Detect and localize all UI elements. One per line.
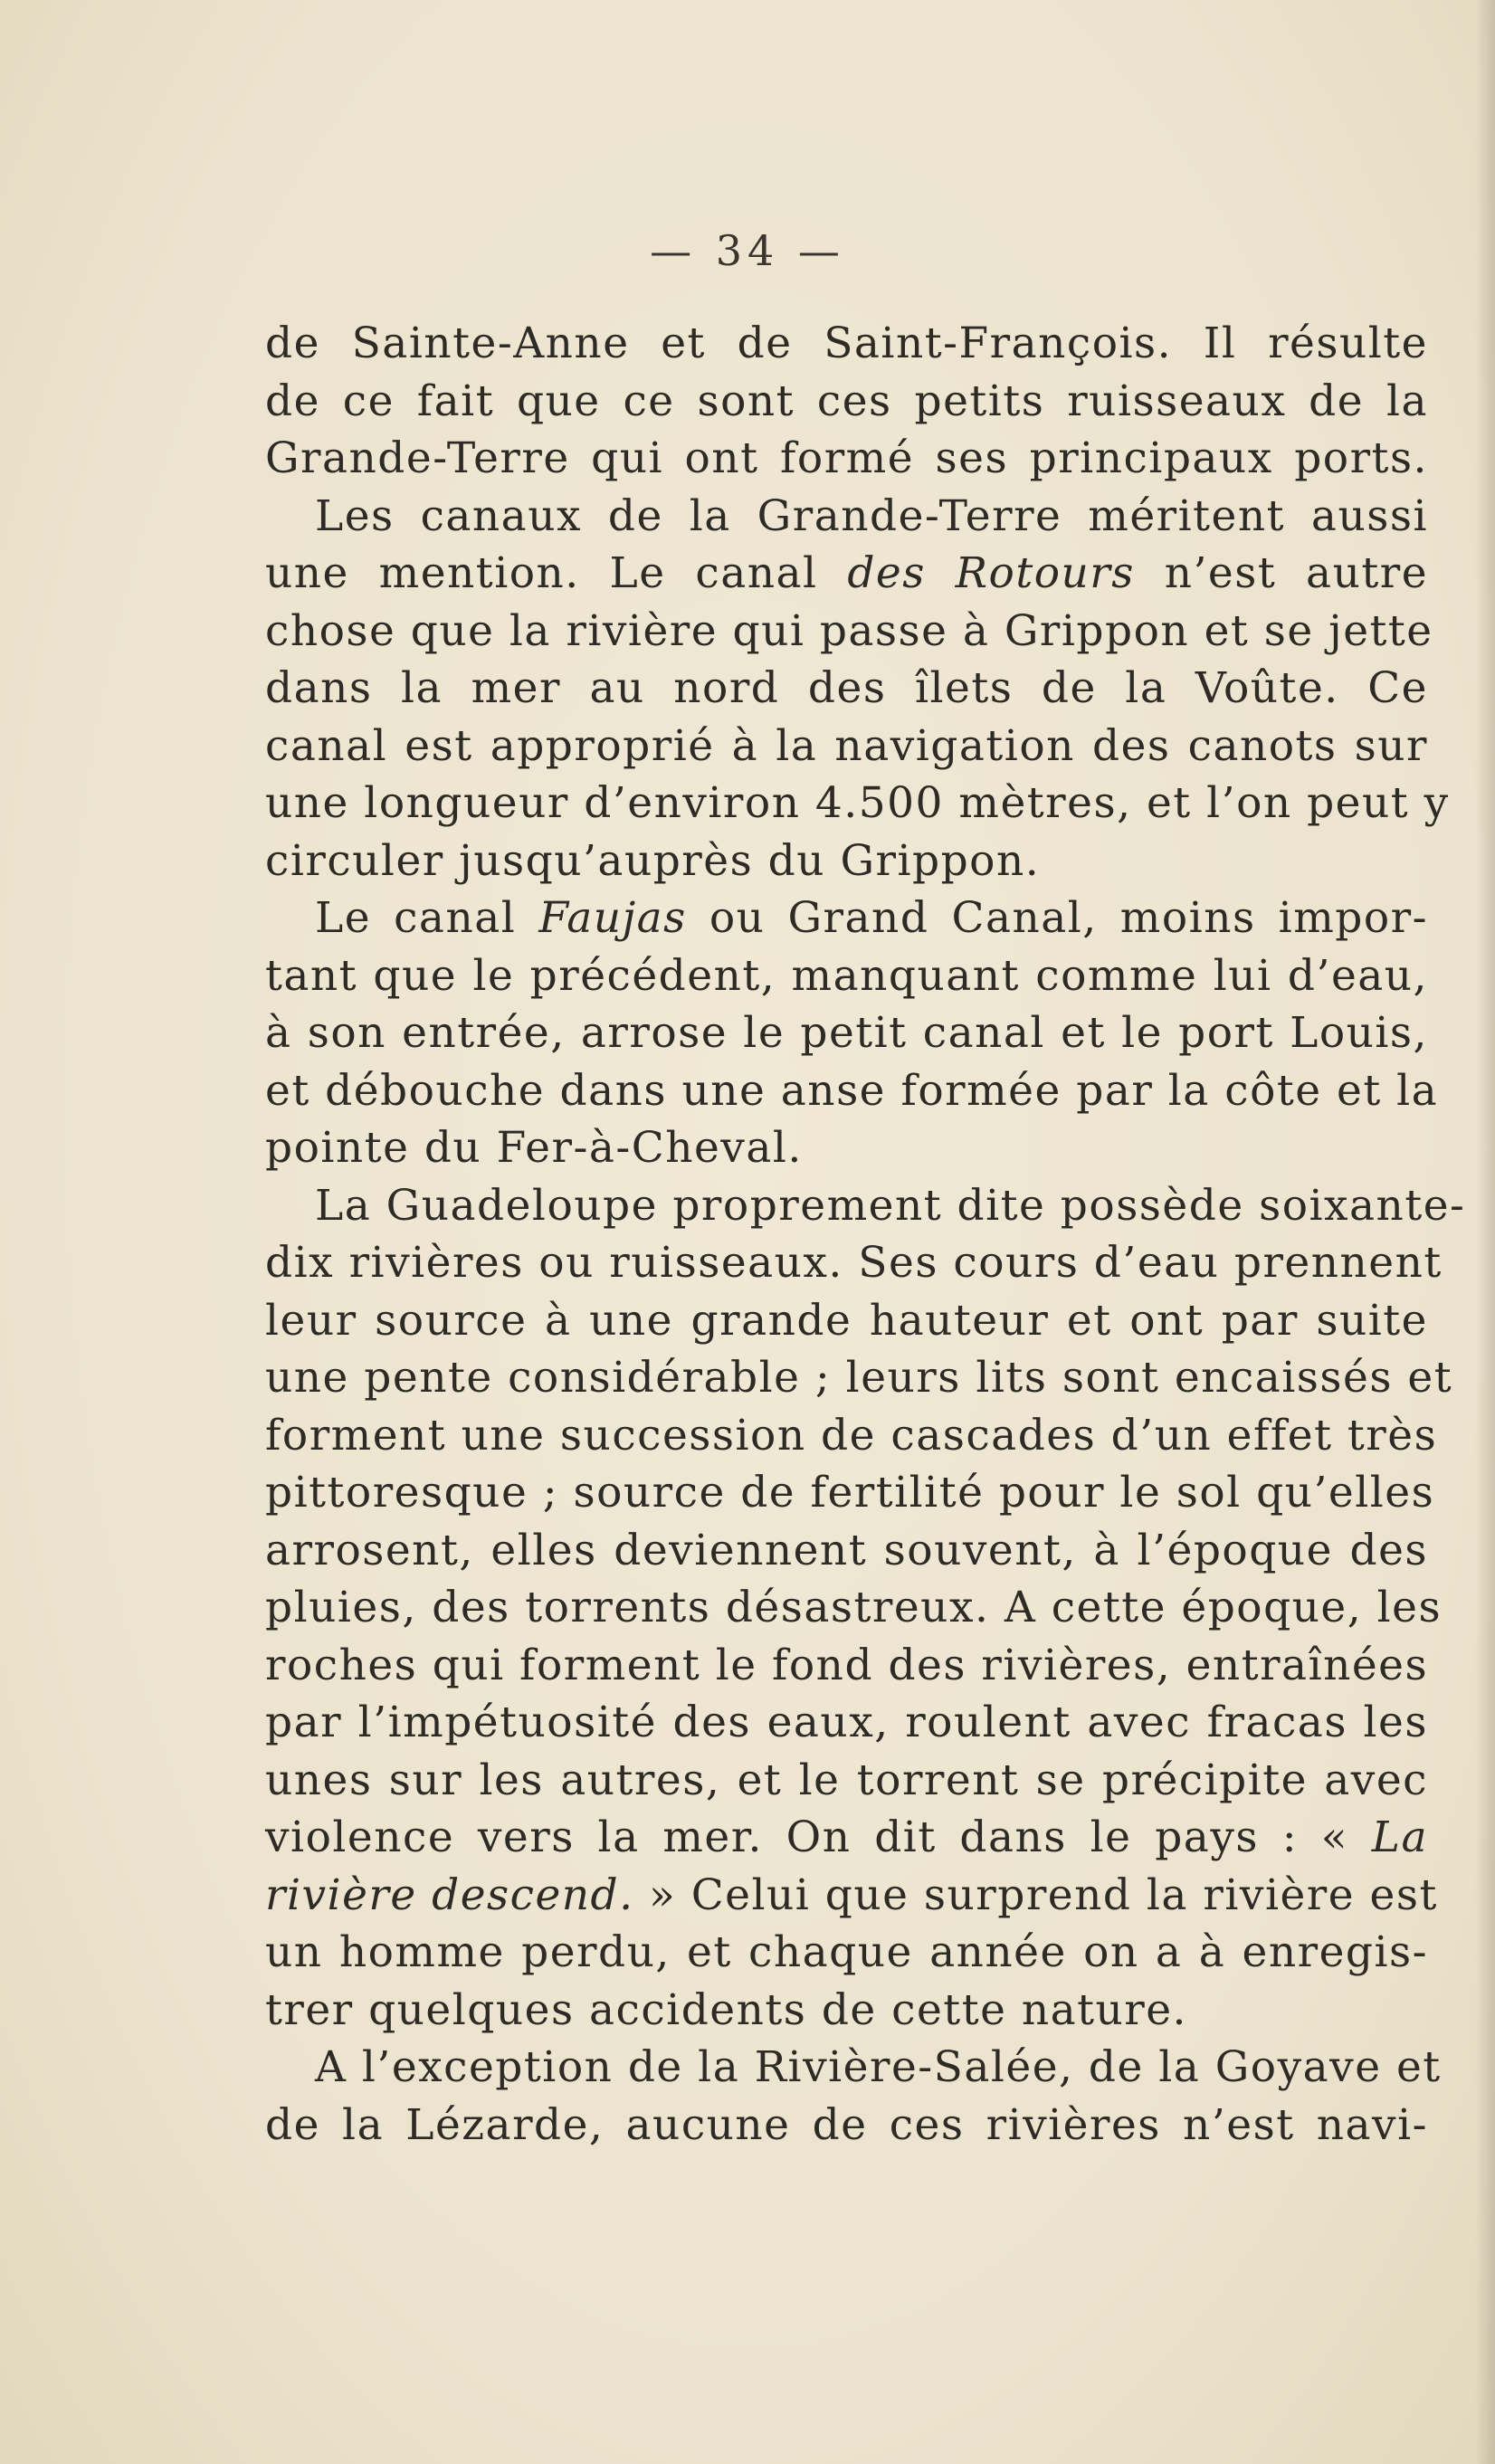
text-line: tant que le précédent, manquant comme lui d’eau, bbox=[265, 950, 1428, 1001]
text-line: canal est approprié à la navigation des canots sur bbox=[265, 720, 1428, 771]
text-line: une pente considérable ; leurs lits sont encaissés et bbox=[265, 1353, 1453, 1403]
paragraph-start-line: A l’exception de la Rivière-Salée, de la Goyave et bbox=[315, 2042, 1442, 2092]
text-line: dix rivières ou ruisseaux. Ses cours d’eau prennent bbox=[265, 1238, 1443, 1288]
italic-canal-name: Faujas bbox=[538, 893, 687, 943]
text-line: à son entrée, arrose le petit canal et le port Louis, bbox=[265, 1008, 1428, 1058]
text-line: et débouche dans une anse formée par la côte et la bbox=[265, 1065, 1439, 1116]
text-line: chose que la rivière qui passe à Grippon et se jette bbox=[265, 605, 1433, 656]
text-line: rivière descend. » Celui que surprend la rivière est bbox=[265, 1869, 1438, 1920]
italic-canal-name: des Rotours bbox=[847, 548, 1135, 598]
text-line: pittoresque ; source de fertilité pour le sol qu’elles bbox=[265, 1468, 1435, 1517]
paragraph-start-line: La Guadeloupe proprement dite possède soixante- bbox=[315, 1180, 1466, 1231]
text-line: une longueur d’environ 4.500 mètres, et l’on peut y bbox=[265, 778, 1450, 828]
text-line: dans la mer au nord des îlets de la Voûte. Ce bbox=[265, 663, 1428, 713]
italic-quote: rivière descend. bbox=[265, 1869, 634, 1920]
text-line: de ce fait que ce sont ces petits ruisseaux de la bbox=[265, 376, 1428, 426]
text-line: de Sainte-Anne et de Saint-François. Il résulte bbox=[265, 319, 1428, 368]
text-line: unes sur les autres, et le torrent se précipite avec bbox=[265, 1755, 1428, 1805]
text-line: pluies, des torrents désastreux. A cette époque, les bbox=[265, 1583, 1443, 1632]
text-line: violence vers la mer. On dit dans le pays : « La bbox=[265, 1812, 1428, 1862]
text-line: Grande-Terre qui ont formé ses principaux ports. bbox=[265, 433, 1428, 483]
text-line: pointe du Fer-à-Cheval. bbox=[265, 1123, 803, 1173]
text-line: une mention. Le canal des Rotours n’est autre bbox=[265, 548, 1429, 598]
text-line: trer quelques accidents de cette nature. bbox=[265, 1984, 1188, 2035]
text-line: par l’impétuosité des eaux, roulent avec fracas les bbox=[265, 1698, 1428, 1747]
italic-quote: La bbox=[1371, 1812, 1428, 1862]
page-number: — 34 — bbox=[650, 226, 845, 275]
paragraph-start-line: Les canaux de la Grande-Terre méritent aussi bbox=[315, 490, 1428, 541]
text-line: roches qui forment le fond des rivières, entraînées bbox=[265, 1640, 1429, 1690]
page-edge-shadow bbox=[1475, 0, 1495, 2464]
text-line: de la Lézarde, aucune de ces rivières n’est navi- bbox=[265, 2099, 1428, 2150]
body-text bbox=[265, 315, 1466, 2154]
paragraph-start-line: Le canal Faujas ou Grand Canal, moins impor- bbox=[315, 893, 1428, 943]
text-line: leur source à une grande hauteur et ont par suite bbox=[265, 1295, 1428, 1346]
text-line: circuler jusqu’auprès du Grippon. bbox=[265, 835, 1041, 886]
text-line: arrosent, elles deviennent souvent, à l’époque des bbox=[265, 1525, 1428, 1575]
text-line: un homme perdu, et chaque année on a à enregis- bbox=[265, 1927, 1428, 1977]
text-line: forment une succession de cascades d’un effet très bbox=[265, 1410, 1438, 1460]
